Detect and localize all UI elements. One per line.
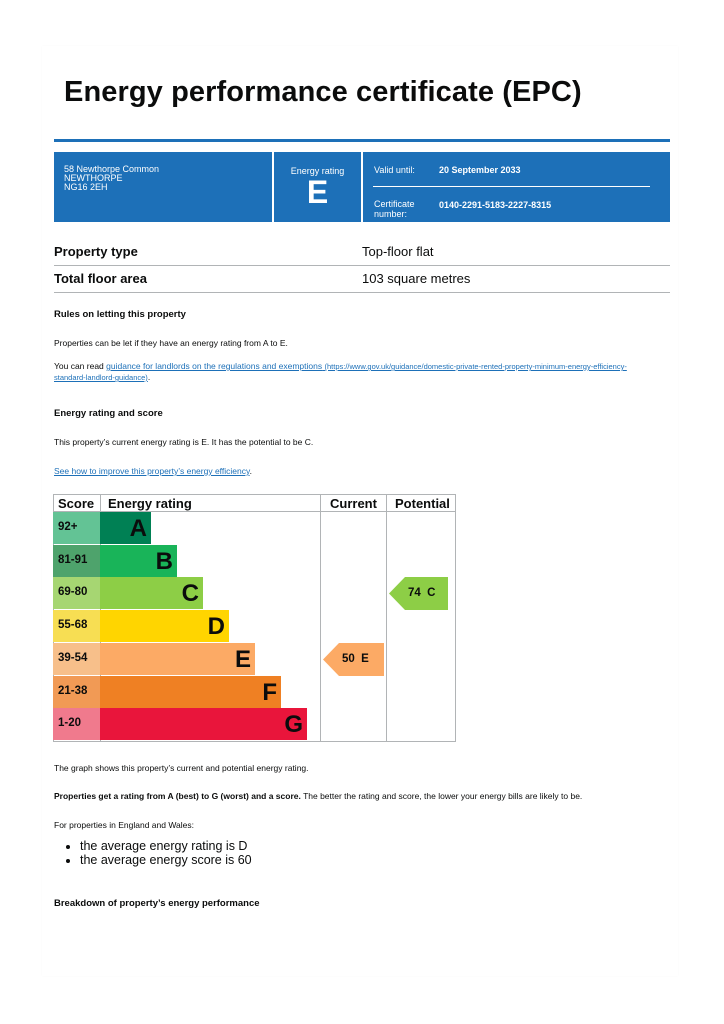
band-letter: D xyxy=(207,613,225,641)
summary-banner xyxy=(54,152,670,222)
band-letter: B xyxy=(155,547,173,575)
landlord-guidance-link-text: guidance for landlords on the regulations and exemptions xyxy=(106,361,323,371)
letting-para-2-prefix: You can read xyxy=(54,361,107,371)
rating-band-a xyxy=(53,512,151,544)
rating-band-d xyxy=(53,610,229,642)
landlord-guidance-link[interactable] xyxy=(54,361,627,382)
band-bar xyxy=(100,643,255,675)
chart-column-rule xyxy=(386,494,387,741)
band-score-range: 1-20 xyxy=(58,717,82,730)
letting-heading: Rules on letting this property xyxy=(54,309,186,320)
rating-band-b xyxy=(53,545,177,577)
potential-rating-arrow-label: 74 C xyxy=(408,587,436,600)
band-score-range: 21-38 xyxy=(58,684,88,697)
improve-efficiency-link[interactable]: See how to improve this property’s energy efficiency xyxy=(54,466,250,476)
energy-rating-label: Energy rating xyxy=(290,166,345,176)
address-line-1: 58 Newthorpe Common xyxy=(64,164,160,174)
page-title: Energy performance certificate (EPC) xyxy=(64,76,582,108)
band-bar xyxy=(100,512,151,544)
landlord-guidance-url: (https://www.gov.uk/guidance/domestic-private-rented-property-minimum-energy-efficiency-standard-landlord-guidance) xyxy=(54,362,627,382)
ratings-note xyxy=(54,791,654,801)
band-score-cell xyxy=(53,577,100,609)
banner-divider xyxy=(361,152,363,222)
breakdown-heading: Breakdown of property’s energy performance xyxy=(54,898,260,909)
property-type-label: Property type xyxy=(54,244,138,259)
band-score-range: 55-68 xyxy=(58,619,88,632)
band-bar xyxy=(100,708,307,740)
rating-band-g xyxy=(53,708,307,740)
improve-para-suffix: . xyxy=(249,466,252,476)
certificate-number-value: 0140-2291-5183-2227-8315 xyxy=(439,200,552,210)
averages-list xyxy=(62,839,252,867)
band-score-cell xyxy=(53,643,100,675)
band-letter: A xyxy=(129,515,147,542)
band-bar xyxy=(100,545,177,577)
list-item: • the average energy rating is D xyxy=(80,839,252,853)
banner-rule xyxy=(373,186,650,187)
potential-column-header: Potential xyxy=(395,496,450,511)
floor-area-row xyxy=(54,265,670,293)
title-divider xyxy=(54,139,670,142)
certificate-number-label: Certificate number: xyxy=(374,199,415,219)
band-letter: G xyxy=(284,711,303,739)
energy-rating-letter: E xyxy=(306,174,329,210)
band-score-cell xyxy=(53,708,100,740)
rating-para: This property’s current energy rating is E. It has the potential to be C. xyxy=(54,437,314,447)
band-score-range: 39-54 xyxy=(58,651,88,664)
ratings-note-bold: Properties get a rating from A (best) to G (worst) and a score. xyxy=(54,791,301,801)
band-letter: F xyxy=(262,678,277,706)
letting-para-2-suffix: . xyxy=(147,372,151,382)
current-rating-arrow-label: 50 E xyxy=(342,652,369,665)
chart-column-rule xyxy=(320,494,321,741)
graph-note: The graph shows this property’s current and potential energy rating. xyxy=(54,763,309,773)
rating-column-header: Energy rating xyxy=(108,496,192,511)
rating-heading: Energy rating and score xyxy=(54,408,163,419)
letting-para-1: Properties can be let if they have an energy rating from A to E. xyxy=(54,338,288,348)
band-score-range: 92+ xyxy=(58,521,78,533)
potential-rating-arrow xyxy=(389,577,448,610)
current-rating-arrow xyxy=(323,643,384,676)
band-letter: E xyxy=(234,645,251,673)
address-line-2: NEWTHORPE xyxy=(64,173,123,183)
floor-area-label: Total floor area xyxy=(54,271,147,286)
rating-band-c xyxy=(53,577,203,609)
band-score-cell xyxy=(53,676,100,708)
band-bar xyxy=(100,610,229,642)
list-item: • the average energy score is 60 xyxy=(80,853,252,867)
property-type-value: Top-floor flat xyxy=(362,244,434,259)
rating-band-f xyxy=(53,676,281,708)
band-score-range: 69-80 xyxy=(58,586,88,599)
property-type-row xyxy=(54,238,670,266)
average-intro: For properties in England and Wales: xyxy=(54,820,195,830)
floor-area-value: 103 square metres xyxy=(362,271,471,286)
rating-band-e xyxy=(53,643,255,675)
band-score-range: 81-91 xyxy=(58,553,88,566)
score-column-header: Score xyxy=(58,496,95,511)
ratings-note-rest: The better the rating and score, the lower your energy bills are likely to be. xyxy=(300,791,583,801)
improve-para xyxy=(54,466,654,476)
band-bar xyxy=(100,577,203,609)
letting-para-2 xyxy=(54,361,654,383)
property-address xyxy=(64,165,159,192)
band-bar xyxy=(100,676,281,708)
address-line-3: NG16 2EH xyxy=(64,182,108,192)
band-score-cell xyxy=(53,545,100,577)
current-column-header: Current xyxy=(330,496,377,511)
band-letter: C xyxy=(181,580,199,608)
valid-until-label: Valid until: xyxy=(374,165,415,175)
valid-until-value: 20 September 2033 xyxy=(439,165,521,175)
band-score-cell xyxy=(53,610,100,642)
energy-rating-chart xyxy=(53,494,455,741)
band-score-cell xyxy=(53,512,100,544)
